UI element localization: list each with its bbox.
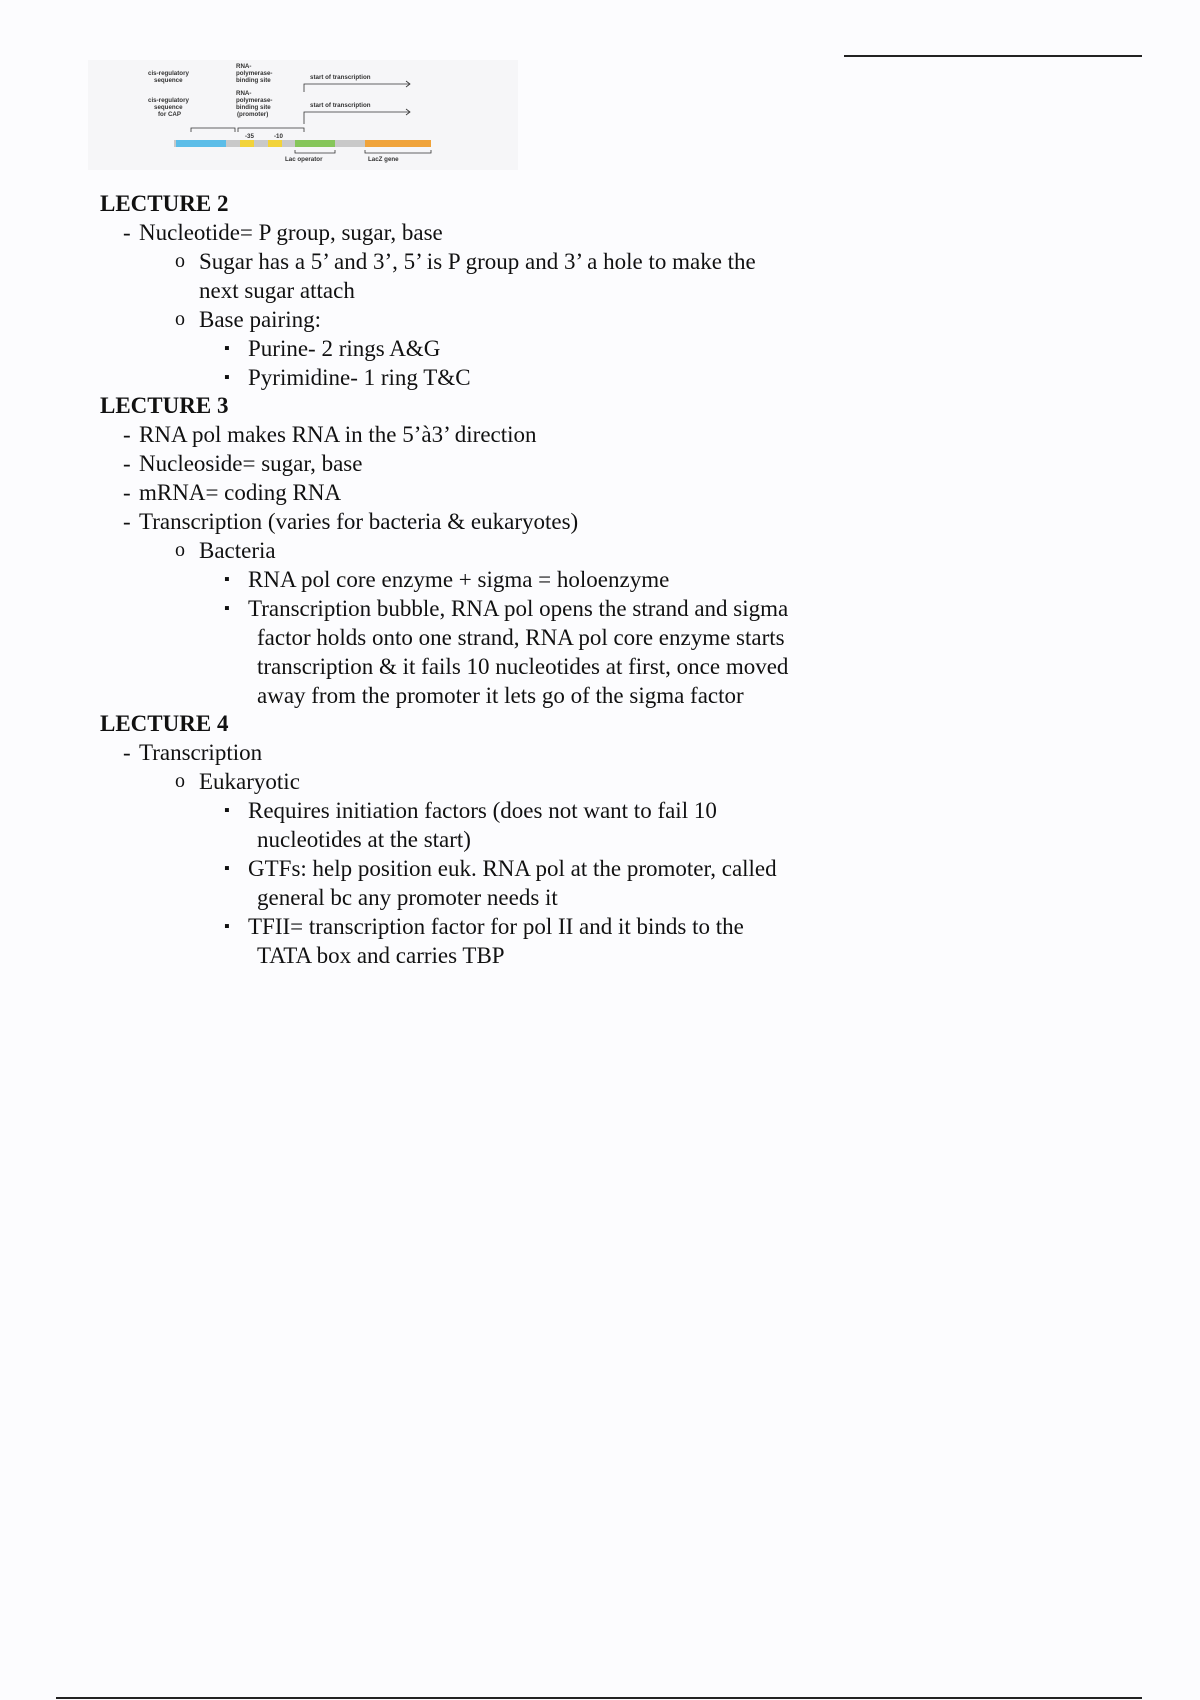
bracket-promoter	[238, 128, 304, 132]
note-text: mRNA= coding RNA	[139, 480, 342, 505]
note-item-level-3	[100, 594, 800, 710]
label-cis-reg: cis-regulatory sequence	[148, 70, 189, 84]
note-text: Nucleotide= P group, sugar, base	[139, 220, 443, 245]
footer-rule	[56, 1697, 1142, 1699]
note-item-level-1	[100, 507, 800, 536]
note-item-level-3	[100, 363, 800, 392]
bracket-cap	[191, 128, 235, 132]
diagram-svg	[88, 60, 518, 170]
note-item-level-3	[100, 565, 800, 594]
note-item-level-1	[100, 420, 800, 449]
note-text: Transcription	[139, 740, 263, 765]
dash-marker: -	[123, 451, 131, 476]
note-item-level-1	[100, 449, 800, 478]
minus10-segment	[268, 140, 282, 147]
lecture-notes	[100, 190, 800, 970]
bracket-gene	[365, 150, 431, 153]
gene-segment	[365, 140, 431, 147]
circle-bullet-icon: o	[175, 770, 185, 792]
note-item-level-1	[100, 218, 800, 247]
label-minus10: -10	[274, 133, 283, 140]
note-item-level-2	[100, 305, 800, 334]
square-bullet-icon: ▪	[224, 860, 230, 877]
circle-bullet-icon: o	[175, 250, 185, 272]
note-text: Bacteria	[199, 538, 276, 563]
circle-bullet-icon: o	[175, 539, 185, 561]
note-text: GTFs: help position euk. RNA pol at the promoter, called general bc any promoter needs it	[248, 856, 777, 910]
note-item-level-1	[100, 478, 800, 507]
note-text: Sugar has a 5’ and 3’, 5’ is P group and 3’ a hole to make the next sugar attach	[199, 249, 756, 303]
label-minus35: -35	[245, 133, 254, 140]
note-text: RNA pol core enzyme + sigma = holoenzyme	[248, 567, 670, 592]
dash-marker: -	[123, 480, 131, 505]
note-text: Requires initiation factors (does not want to fail 10 nucleotides at the start)	[248, 798, 717, 852]
note-text: Nucleoside= sugar, base	[139, 451, 363, 476]
note-item-level-3	[100, 912, 800, 970]
label-gene: LacZ gene	[368, 156, 399, 163]
lac-promoter-diagram	[88, 60, 518, 170]
note-item-level-2	[100, 536, 800, 565]
note-text: TFII= transcription factor for pol II and it binds to the TATA box and carries TBP	[248, 914, 744, 968]
circle-bullet-icon: o	[175, 308, 185, 330]
dash-marker: -	[123, 509, 131, 534]
label-cis-reg-cap: cis-regulatory sequence for CAP	[148, 97, 189, 118]
note-text: Transcription (varies for bacteria & eukaryotes)	[139, 509, 579, 534]
bracket-operator	[295, 150, 335, 153]
note-item-level-3	[100, 854, 800, 912]
label-start-2: start of transcription	[310, 102, 371, 109]
dash-marker: -	[123, 422, 131, 447]
cap-site-segment	[176, 140, 226, 147]
lecture-heading: LECTURE 2	[100, 191, 229, 216]
note-item-level-2	[100, 767, 800, 796]
lecture-heading: LECTURE 4	[100, 711, 229, 736]
square-bullet-icon: ▪	[224, 340, 230, 357]
label-operator: Lac operator	[285, 156, 323, 163]
note-text: RNA pol makes RNA in the 5’à3’ direction	[139, 422, 537, 447]
note-item-level-1	[100, 738, 800, 767]
note-item-level-3	[100, 796, 800, 854]
square-bullet-icon: ▪	[224, 571, 230, 588]
label-start-1: start of transcription	[310, 74, 371, 81]
square-bullet-icon: ▪	[224, 369, 230, 386]
note-text: Transcription bubble, RNA pol opens the strand and sigma factor holds onto one strand, RNA pol core enzyme starts transcription & it fails 10 nucleotides at first, once moved away from the promoter it lets go of the sigma factor	[248, 596, 789, 708]
square-bullet-icon: ▪	[224, 600, 230, 617]
note-text: Base pairing:	[199, 307, 321, 332]
note-text: Eukaryotic	[199, 769, 300, 794]
start-arrow-2	[304, 112, 410, 124]
header-rule	[844, 55, 1142, 57]
note-text: Purine- 2 rings A&G	[248, 336, 441, 361]
label-rnap-site-promoter: RNA-polymerase-binding site (promoter)	[236, 90, 273, 118]
note-item-level-3	[100, 334, 800, 363]
label-rnap-site: RNA-polymerase-binding site	[236, 63, 273, 84]
note-item-level-2	[100, 247, 800, 305]
operator-segment	[295, 140, 335, 147]
square-bullet-icon: ▪	[224, 802, 230, 819]
minus35-segment	[240, 140, 254, 147]
start-arrow-1	[304, 84, 410, 92]
note-text: Pyrimidine- 1 ring T&C	[248, 365, 471, 390]
dash-marker: -	[123, 220, 131, 245]
square-bullet-icon: ▪	[224, 918, 230, 935]
dash-marker: -	[123, 740, 131, 765]
lecture-heading: LECTURE 3	[100, 393, 229, 418]
